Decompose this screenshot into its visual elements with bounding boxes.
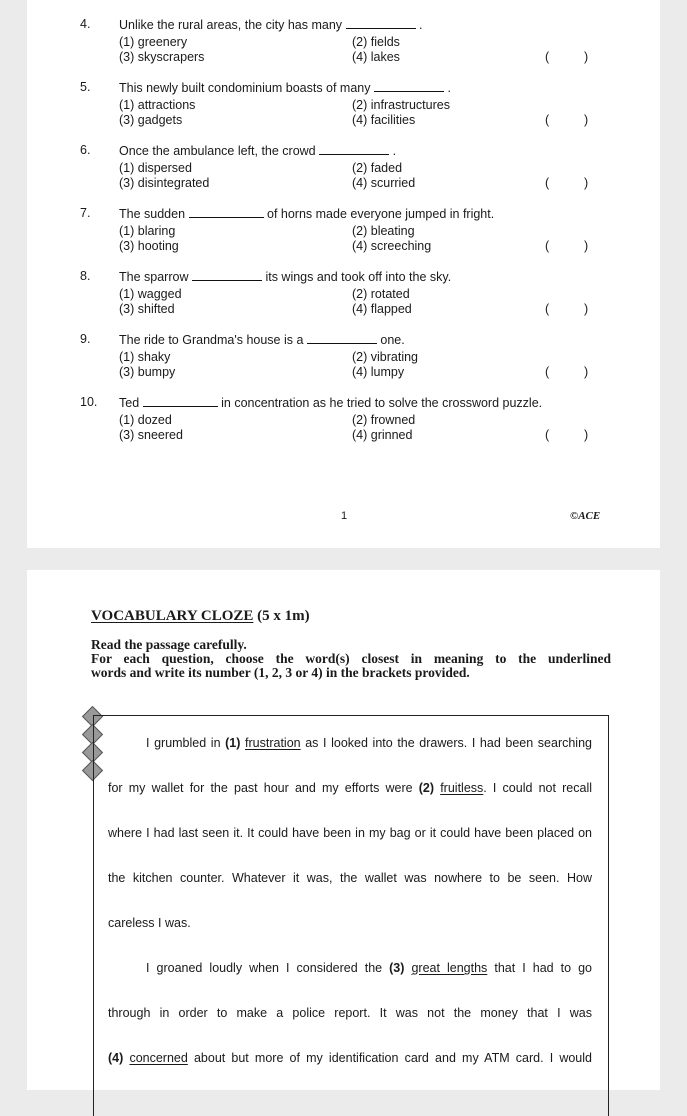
passage-line: I groaned loudly when I considered the (3) great lengths that I had to go <box>146 961 592 975</box>
answer-bracket-close: ) <box>584 176 589 190</box>
option-3: (3) sneered <box>119 428 183 442</box>
question-stem: Once the ambulance left, the crowd . <box>119 144 397 158</box>
option-4: (4) facilities <box>352 113 416 127</box>
answer-blank <box>192 269 262 281</box>
option-3: (3) disintegrated <box>119 176 210 190</box>
option-1: (1) shaky <box>119 350 171 364</box>
answer-blank <box>307 332 377 344</box>
answer-bracket-open[interactable]: ( <box>545 302 550 316</box>
page-2 <box>27 570 660 1090</box>
option-3: (3) hooting <box>119 239 179 253</box>
answer-bracket-open[interactable]: ( <box>545 50 550 64</box>
answer-bracket-open[interactable]: ( <box>545 113 550 127</box>
passage-line: (4) concerned about but more of my identification card and my ATM card. I would <box>108 1051 592 1065</box>
question-number: 5. <box>80 80 91 94</box>
question-number: 7. <box>80 206 91 220</box>
question-stem: Ted in concentration as he tried to solve the crossword puzzle. <box>119 396 543 410</box>
option-4: (4) screeching <box>352 239 432 253</box>
question-number: 10. <box>80 395 98 409</box>
question-stem: Unlike the rural areas, the city has many . <box>119 18 423 32</box>
passage-line: I grumbled in (1) frustration as I looked into the drawers. I had been searching <box>146 736 592 750</box>
question-number: 8. <box>80 269 91 283</box>
option-4: (4) lumpy <box>352 365 405 379</box>
answer-bracket-open[interactable]: ( <box>545 239 550 253</box>
instructions <box>91 638 611 680</box>
option-2: (2) bleating <box>352 224 415 238</box>
section-marks: (5 x 1m) <box>257 608 310 624</box>
instruction-1: Read the passage carefully. <box>91 637 247 652</box>
answer-bracket-close: ) <box>584 428 589 442</box>
passage-line: for my wallet for the past hour and my efforts were (2) fruitless. I could not recall <box>108 781 593 795</box>
underlined-word: concerned <box>129 1051 188 1065</box>
option-4: (4) grinned <box>352 428 413 442</box>
option-2: (2) faded <box>352 161 403 175</box>
question-number: 6. <box>80 143 91 157</box>
answer-blank <box>143 395 218 407</box>
option-2: (2) rotated <box>352 287 410 301</box>
answer-bracket-close: ) <box>584 50 589 64</box>
question-number: 4. <box>80 17 91 31</box>
option-3: (3) skyscrapers <box>119 50 205 64</box>
question-number: 9. <box>80 332 91 346</box>
answer-bracket-close: ) <box>584 113 589 127</box>
answer-bracket-close: ) <box>584 365 589 379</box>
question-stem: This newly built condominium boasts of many . <box>119 81 451 95</box>
option-1: (1) dispersed <box>119 161 192 175</box>
option-2: (2) vibrating <box>352 350 418 364</box>
answer-bracket-open[interactable]: ( <box>545 428 550 442</box>
instruction-3: words and write its number (1, 2, 3 or 4) in the brackets provided. <box>91 665 470 680</box>
answer-bracket-open[interactable]: ( <box>545 176 550 190</box>
answer-bracket-close: ) <box>584 302 589 316</box>
answer-blank <box>189 206 264 218</box>
copyright: ©ACE <box>570 510 601 522</box>
passage-line: through in order to make a police report. It was not the money that I was <box>108 1006 592 1020</box>
option-2: (2) fields <box>352 35 400 49</box>
option-4: (4) lakes <box>352 50 400 64</box>
answer-bracket-close: ) <box>584 239 589 253</box>
option-1: (1) attractions <box>119 98 196 112</box>
section-title <box>91 608 310 625</box>
option-3: (3) gadgets <box>119 113 183 127</box>
underlined-word: great lengths <box>411 961 488 975</box>
passage-line: careless I was. <box>108 916 191 930</box>
passage-line: the kitchen counter. Whatever it was, the wallet was nowhere to be seen. How <box>108 871 592 885</box>
answer-blank <box>319 143 389 155</box>
underlined-word: fruitless <box>440 781 484 795</box>
option-2: (2) infrastructures <box>352 98 450 112</box>
instruction-2: For each question, choose the word(s) closest in meaning to the underlined <box>91 651 611 666</box>
option-4: (4) flapped <box>352 302 412 316</box>
passage-line: where I had last seen it. It could have been in my bag or it could have been placed on <box>108 826 592 840</box>
option-1: (1) greenery <box>119 35 188 49</box>
answer-blank <box>374 80 444 92</box>
option-4: (4) scurried <box>352 176 416 190</box>
option-3: (3) bumpy <box>119 365 176 379</box>
question-stem: The sudden of horns made everyone jumped in fright. <box>119 207 495 221</box>
section-title-text: VOCABULARY CLOZE <box>91 608 254 624</box>
answer-blank <box>346 17 416 29</box>
option-1: (1) dozed <box>119 413 172 427</box>
option-2: (2) frowned <box>352 413 416 427</box>
underlined-word: frustration <box>245 736 301 750</box>
option-1: (1) wagged <box>119 287 182 301</box>
question-stem: The ride to Grandma's house is a one. <box>119 333 405 347</box>
page-1 <box>27 0 660 548</box>
page-number: 1 <box>341 510 348 522</box>
answer-bracket-open[interactable]: ( <box>545 365 550 379</box>
question-stem: The sparrow its wings and took off into the sky. <box>119 270 452 284</box>
option-1: (1) blaring <box>119 224 176 238</box>
option-3: (3) shifted <box>119 302 175 316</box>
